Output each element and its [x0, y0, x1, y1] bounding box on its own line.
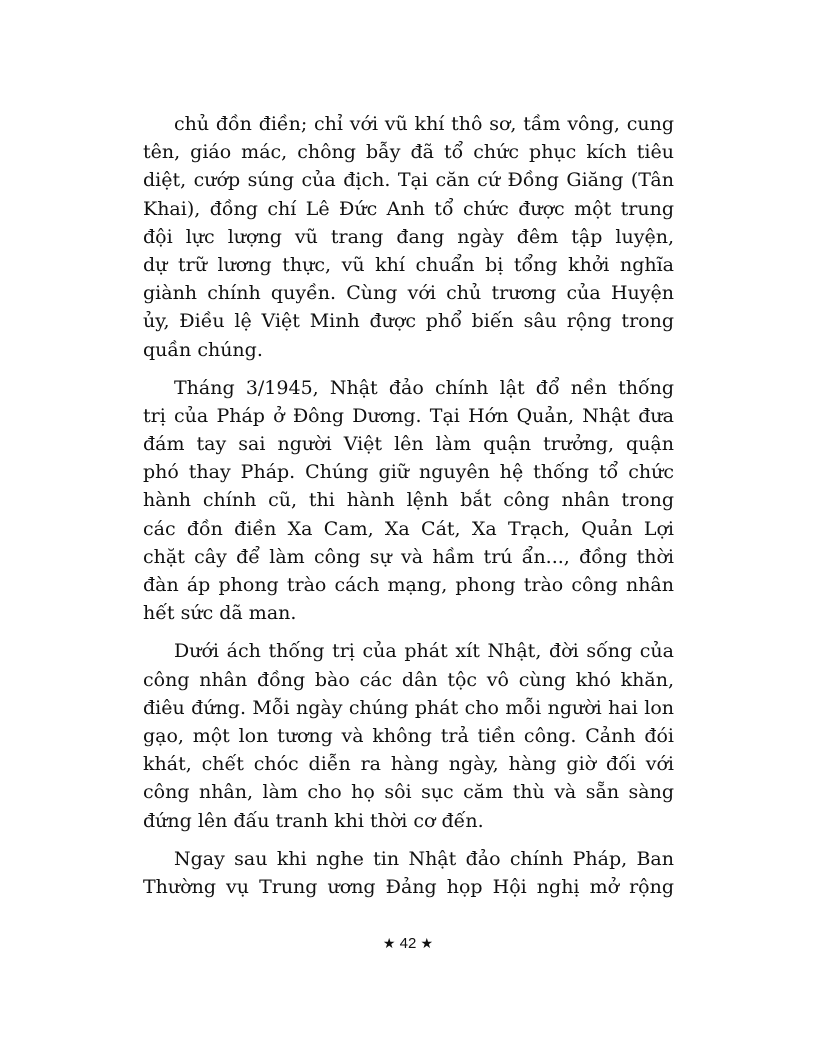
text-line: đứng lên đấu tranh khi thời cơ đến. [143, 809, 484, 832]
text-line: khát, chết chóc diễn ra hàng ngày, hàng giờ đối với [143, 753, 674, 776]
text-line: ủy, Điều lệ Việt Minh được phổ biến sâu rộng trong [143, 310, 674, 333]
text-line: công nhân, làm cho họ sôi sục căm thù và sẵn sàng [143, 781, 674, 804]
text-line: Ngay sau khi nghe tin Nhật đảo chính Pháp, Ban [174, 847, 674, 870]
text-line: Khai), đồng chí Lê Đức Anh tổ chức được một trung [143, 197, 674, 220]
text-line: Thường vụ Trung ương Đảng họp Hội nghị mở rộng [143, 875, 674, 898]
text-line: đám tay sai người Việt lên làm quận trưởng, quận [143, 433, 674, 456]
star-icon: ★ [382, 935, 396, 951]
text-line: giành chính quyền. Cùng với chủ trương của Huyện [143, 282, 674, 305]
text-line: đội lực lượng vũ trang đang ngày đêm tập luyện, [143, 225, 674, 248]
text-line: hết sức dã man. [143, 602, 297, 625]
text-line: chủ đồn điền; chỉ với vũ khí thô sơ, tầm vông, cung [174, 113, 674, 135]
text-line: các đồn điền Xa Cam, Xa Cát, Xa Trạch, Quản Lợi [143, 517, 674, 540]
text-line: chặt cây để làm công sự và hầm trú ẩn..., đồng thời [143, 545, 674, 568]
text-line: công nhân đồng bào các dân tộc vô cùng khó khăn, [143, 668, 674, 691]
text-line: dự trữ lương thực, vũ khí chuẩn bị tổng khởi nghĩa [143, 253, 674, 276]
text-line: quần chúng. [143, 338, 263, 361]
page-number: 42 [399, 935, 417, 952]
text-line: diệt, cướp súng của địch. Tại căn cứ Đồng Giăng (Tân [143, 169, 674, 192]
star-icon: ★ [420, 935, 434, 951]
paragraph [143, 374, 674, 628]
page-footer [0, 935, 816, 952]
text-line: hành chính cũ, thi hành lệnh bắt công nhân trong [143, 489, 674, 512]
text-line: điêu đứng. Mỗi ngày chúng phát cho mỗi người hai lon [143, 696, 674, 719]
page-body [143, 110, 674, 911]
text-line: Tháng 3/1945, Nhật đảo chính lật đổ nền thống [174, 376, 674, 399]
text-line: phó thay Pháp. Chúng giữ nguyên hệ thống tổ chức [143, 461, 674, 484]
paragraph [143, 637, 674, 834]
text-line: trị của Pháp ở Đông Dương. Tại Hớn Quản, Nhật đưa [143, 404, 674, 427]
text-line: tên, giáo mác, chông bẫy đã tổ chức phục kích tiêu [143, 141, 674, 164]
paragraph [143, 110, 674, 364]
text-line: Dưới ách thống trị của phát xít Nhật, đời sống của [174, 640, 674, 663]
text-line: gạo, một lon tương và không trả tiền công. Cảnh đói [143, 724, 674, 747]
paragraph [143, 845, 674, 901]
text-line: đàn áp phong trào cách mạng, phong trào công nhân [143, 574, 674, 596]
